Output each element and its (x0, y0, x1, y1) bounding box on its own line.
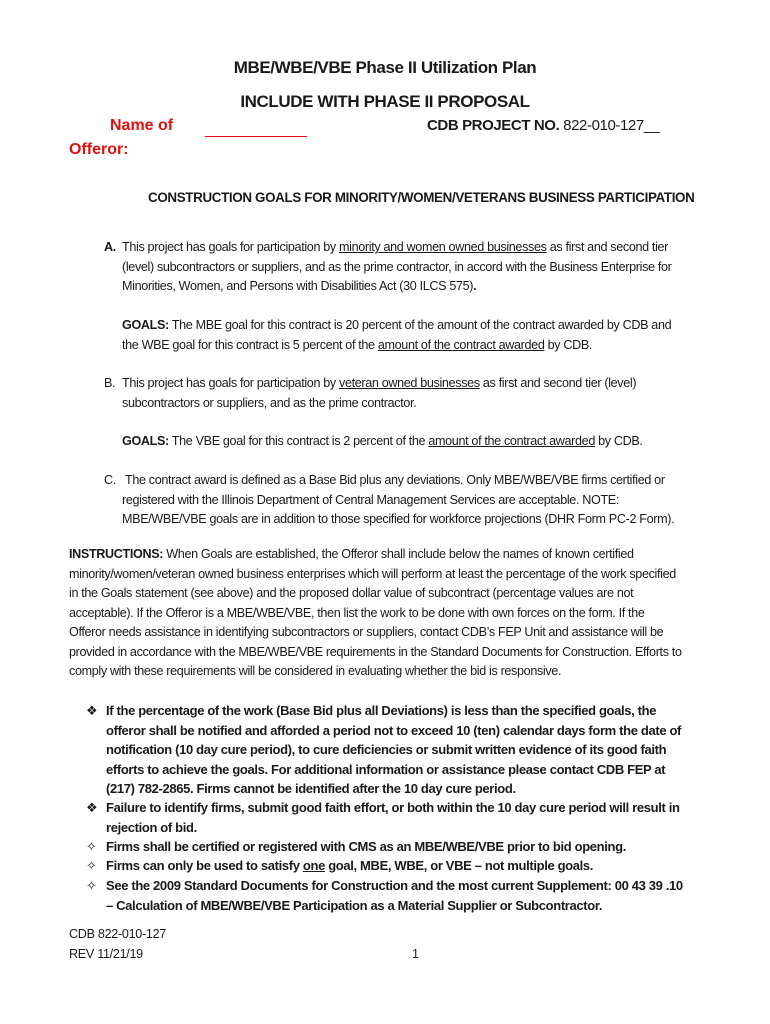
bullet-one-goal: ✧ Firms can only be used to satisfy one goal, MBE, WBE, or VBE – not multiple goals. (106, 856, 686, 876)
item-b-letter: B. (104, 376, 116, 390)
offeror-label-line1: Name of (110, 117, 174, 134)
goals-label: GOALS: (122, 434, 169, 448)
item-a-text: This project has goals for participation by minority and women owned businesses as first and second tier (level) subcontractors or suppliers, and as the prime contractor, in accord with the Business Enterprise for Minorities, Women, and Persons with Disabilities Act (30 ILCS 575). (122, 240, 672, 293)
footer-doc-number: CDB 822-010-127 (69, 927, 167, 941)
vbe-link-text: veteran owned businesses (339, 376, 480, 390)
mwbe-link-text: minority and women owned businesses (339, 240, 547, 254)
bullet-certified: ✧ Firms shall be certified or registered with CMS as an MBE/WBE/VBE prior to bid opening. (106, 837, 686, 857)
footer-revision: REV 11/21/19 (69, 947, 143, 961)
offeror-label-line2: Offeror: (69, 141, 129, 158)
item-c-letter: C. (104, 473, 116, 487)
diamond-outline-bullet-icon: ✧ (86, 839, 97, 854)
document-title: MBE/WBE/VBE Phase II Utilization Plan (233, 58, 537, 77)
item-b-text: This project has goals for participation by veteran owned businesses as first and second tier (level) subcontractors or suppliers, and as the prime contractor. (122, 376, 637, 410)
item-a-goals: GOALS: The MBE goal for this contract is 20 percent of the amount of the contract awarded by CDB and the WBE goal for this contract is 5 percent of the amount of the contract awarded by CDB. (122, 318, 672, 352)
project-number: 822-010-127__ (563, 117, 660, 134)
bullet-standard-documents: ✧ See the 2009 Standard Documents for Construction and the most current Supplement: 00 43 39 .10 – Calculation of MBE/WBE/VBE Participation as a Material Supplier or Subcontractor. (86, 878, 683, 913)
item-c-text: The contract award is defined as a Base Bid plus any deviations. Only MBE/WBE/VBE firms certified or registered with the Illinois Department of Central Management Services are acceptable. NOTE: MBE/WBE/VBE goals are in addition to those specified for workforce projections (DHR Form PC-2 Form). (122, 473, 675, 526)
diamond-outline-bullet-icon: ✧ (86, 878, 97, 893)
section-heading: CONSTRUCTION GOALS FOR MINORITY/WOMEN/VETERANS BUSINESS PARTICIPATION (148, 190, 695, 205)
instructions-paragraph: INSTRUCTIONS: When Goals are established, the Offeror shall include below the names of known certified minority/women/veteran owned business enterprises which will perform at least the percentage of the work specified in the Goals statement (see above) and the proposed dollar value of subcontract (percentage values are not acceptable). If the Offeror is a MBE/WBE/VBE, then list the work to be done with own forces on the form. If the Offeror needs assistance in identifying subcontractors or suppliers, contact CDB’s FEP Unit and assistance will be provided in accordance with the MBE/WBE/VBE requirements in the Standard Documents for Construction. Efforts to comply with these requirements will be considered in evaluating whether the bid is responsive. (69, 547, 682, 678)
instructions-label: INSTRUCTIONS: (69, 547, 164, 561)
item-a-letter: A. (104, 240, 116, 254)
project-number-line (427, 117, 660, 134)
diamond-bullet-icon: ❖ (86, 800, 98, 815)
diamond-bullet-icon: ❖ (86, 703, 98, 718)
diamond-outline-bullet-icon: ✧ (86, 858, 97, 873)
goals-label: GOALS: (122, 318, 169, 332)
bullet-cure-period: ❖ If the percentage of the work (Base Bid plus all Deviations) is less than the specified goals, the offeror shall be notified and afforded a period not to exceed 10 (ten) calendar days form the date of notification (10 day cure period), to cure deficiencies or submit written evidence of its good faith efforts to achieve the goals. For additional information or assistance please contact CDB FEP at (217) 782-2865. Firms cannot be identified after the 10 day cure period. (86, 703, 682, 796)
item-b-goals: GOALS: The VBE goal for this contract is 2 percent of the amount of the contract awarded by CDB. (122, 434, 643, 448)
project-label: CDB PROJECT NO. (427, 117, 560, 134)
document-subtitle: INCLUDE WITH PHASE II PROPOSAL (240, 92, 530, 111)
page-number: 1 (412, 947, 419, 961)
bullet-failure: ❖ Failure to identify firms, submit good faith effort, or both within the 10 day cure period will result in rejection of bid. (86, 800, 680, 835)
offeror-name-field[interactable] (205, 120, 307, 142)
